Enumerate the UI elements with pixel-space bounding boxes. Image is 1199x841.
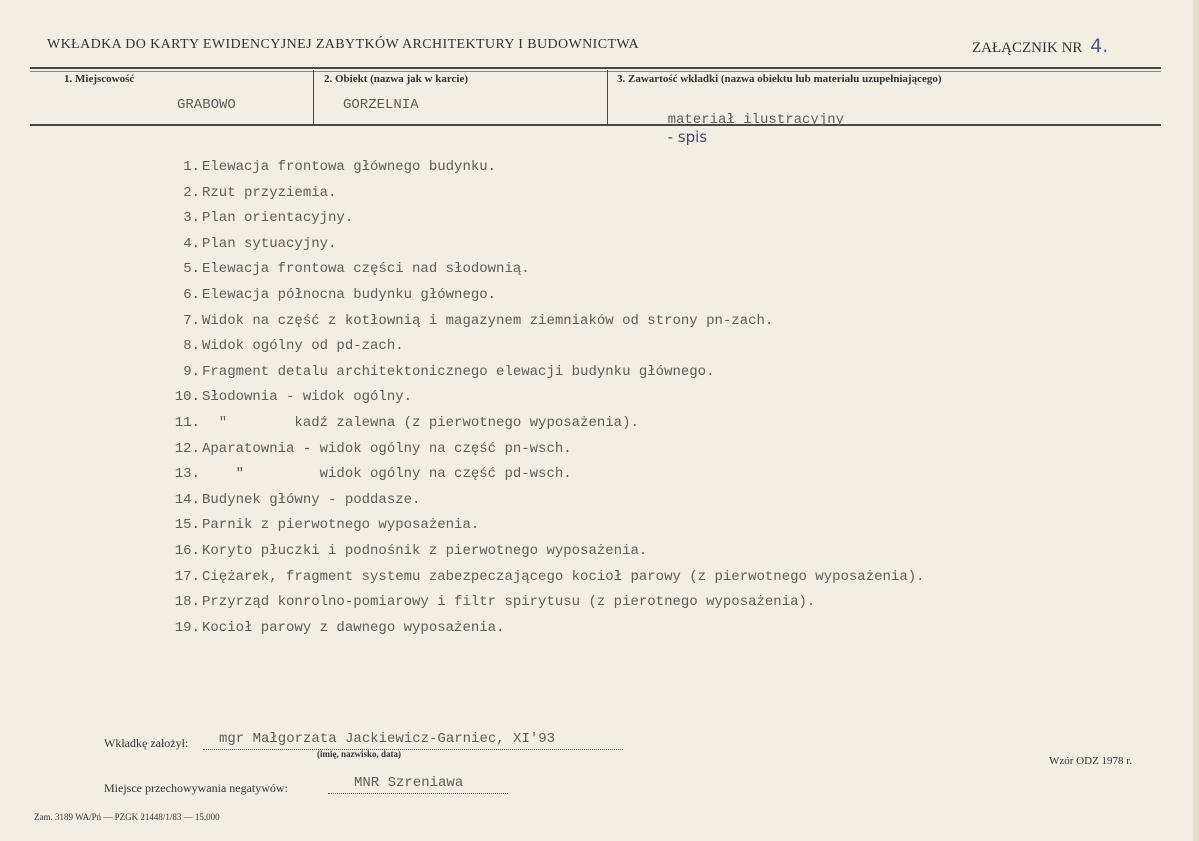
list-item-number: 3.	[183, 210, 200, 227]
list-item-text: Elewacja frontowa części nad słodownią.	[202, 261, 530, 278]
bottom-rule	[30, 124, 1161, 126]
list-item-number: 6.	[183, 286, 200, 303]
card-edge	[1193, 0, 1199, 841]
list-item-number: 16.	[174, 542, 200, 559]
list-item-text: Przyrząd konrolno-pomiarowy i filtr spirytusu (z pierotnego wyposażenia).	[202, 594, 816, 611]
content-handwritten: - spis	[667, 128, 708, 146]
list-item-text: Aparatownia - widok ogólny na część pn-wsch.	[202, 440, 572, 457]
list-item-text: Kocioł parowy z dawnego wyposażenia.	[202, 619, 505, 636]
list-item	[168, 283, 925, 309]
annex-number: 4.	[1090, 35, 1109, 57]
list-item-text: Koryto płuczki i podnośnik z pierwotnego wyposażenia.	[202, 542, 648, 559]
column-label-object: 2. Obiekt (nazwa jak w karcie)	[324, 73, 469, 85]
list-item	[168, 206, 925, 232]
list-item	[168, 590, 925, 616]
list-item	[168, 539, 925, 565]
list-item-number: 4.	[183, 235, 200, 252]
list-item-number: 7.	[183, 312, 200, 329]
location-value: GRABOWO	[177, 97, 236, 113]
column-divider-2	[607, 70, 608, 125]
list-item	[168, 488, 925, 514]
list-item	[168, 513, 925, 539]
list-item	[168, 181, 925, 207]
list-item-number: 14.	[174, 491, 200, 508]
list-item-text: Widok ogólny od pd-zach.	[202, 338, 404, 355]
list-item	[168, 360, 925, 386]
list-item-text: " widok ogólny na część pd-wsch.	[202, 466, 572, 483]
list-item	[168, 385, 925, 411]
list-item	[168, 565, 925, 591]
list-item-number: 13.	[174, 466, 200, 483]
form-model: Wzór ODZ 1978 r.	[1049, 755, 1133, 767]
list-item-text: Plan sytuacyjny.	[202, 235, 337, 252]
list-item-text: Elewacja północna budynku głównego.	[202, 286, 497, 303]
illustration-list	[168, 155, 925, 641]
list-item	[168, 309, 925, 335]
column-label-content: 3. Zawartość wkładki (nazwa obiektu lub materiału uzupełniającego)	[617, 73, 942, 85]
list-item-number: 15.	[174, 517, 200, 534]
list-item-number: 17.	[174, 568, 200, 585]
founder-sublabel: (imię, nazwisko, data)	[317, 749, 401, 759]
list-item-text: Elewacja frontowa głównego budynku.	[202, 159, 497, 175]
list-item-number: 11.	[174, 414, 200, 431]
list-item-text: Rzut przyziemia.	[202, 184, 337, 201]
list-item-number: 9.	[183, 363, 200, 380]
list-item	[168, 616, 925, 642]
list-item-number: 1.	[183, 159, 200, 175]
list-item	[168, 155, 925, 181]
list-item	[168, 257, 925, 283]
list-item-number: 19.	[174, 619, 200, 636]
founder-dotline	[203, 749, 623, 750]
list-item-number: 2.	[183, 184, 200, 201]
storage-value: MNR Szreniawa	[354, 775, 464, 791]
column-divider-1	[313, 70, 314, 125]
print-info: Zam. 3189 WA/Pń — PZGK 21448/1/83 — 15.000	[34, 812, 220, 822]
founder-label: Wkładkę założył:	[104, 736, 189, 750]
top-rule-thin	[30, 71, 1161, 72]
list-item	[168, 437, 925, 463]
list-item	[168, 232, 925, 258]
list-item-text: Fragment detalu architektonicznego elewacji budynku głównego.	[202, 363, 715, 380]
list-item-number: 18.	[174, 594, 200, 611]
list-item	[168, 411, 925, 437]
list-item-number: 12.	[174, 440, 200, 457]
list-item-number: 10.	[174, 389, 200, 406]
list-item-text: Parnik z pierwotnego wyposażenia.	[202, 517, 480, 534]
list-item-number: 5.	[183, 261, 200, 278]
storage-dotline	[328, 793, 508, 794]
list-item-text: Widok na część z kotłownią i magazynem ziemniaków od strony pn-zach.	[202, 312, 774, 329]
list-item-text: Budynek główny - poddasze.	[202, 491, 421, 508]
list-item-text: Plan orientacyjny.	[202, 210, 354, 227]
content-typed: materiał ilustracyjny	[667, 112, 845, 128]
list-item	[168, 334, 925, 360]
list-item-text: Słodownia - widok ogólny.	[202, 389, 413, 406]
column-label-location: 1. Miejscowość	[64, 73, 135, 85]
founder-value: mgr Małgorzata Jackiewicz-Garniec, XI'93	[219, 731, 556, 747]
annex-label-text: ZAŁĄCZNIK NR	[972, 40, 1083, 56]
card-title: WKŁADKA DO KARTY EWIDENCYJNEJ ZABYTKÓW ARCHITEKTURY I BUDOWNICTWA	[47, 37, 639, 52]
list-item-number: 8.	[183, 338, 200, 355]
list-item-text: Ciężarek, fragment systemu zabezpeczającego kocioł parowy (z pierwotnego wyposażenia).	[202, 568, 925, 585]
storage-label: Miejsce przechowywania negatywów:	[104, 781, 288, 795]
annex-label	[972, 35, 1108, 57]
list-item-text: " kadź zalewna (z pierwotnego wyposażenia).	[202, 414, 639, 431]
list-item	[168, 462, 925, 488]
object-value: GORZELNIA	[343, 97, 419, 113]
content-value	[634, 96, 844, 163]
top-rule	[30, 67, 1161, 69]
